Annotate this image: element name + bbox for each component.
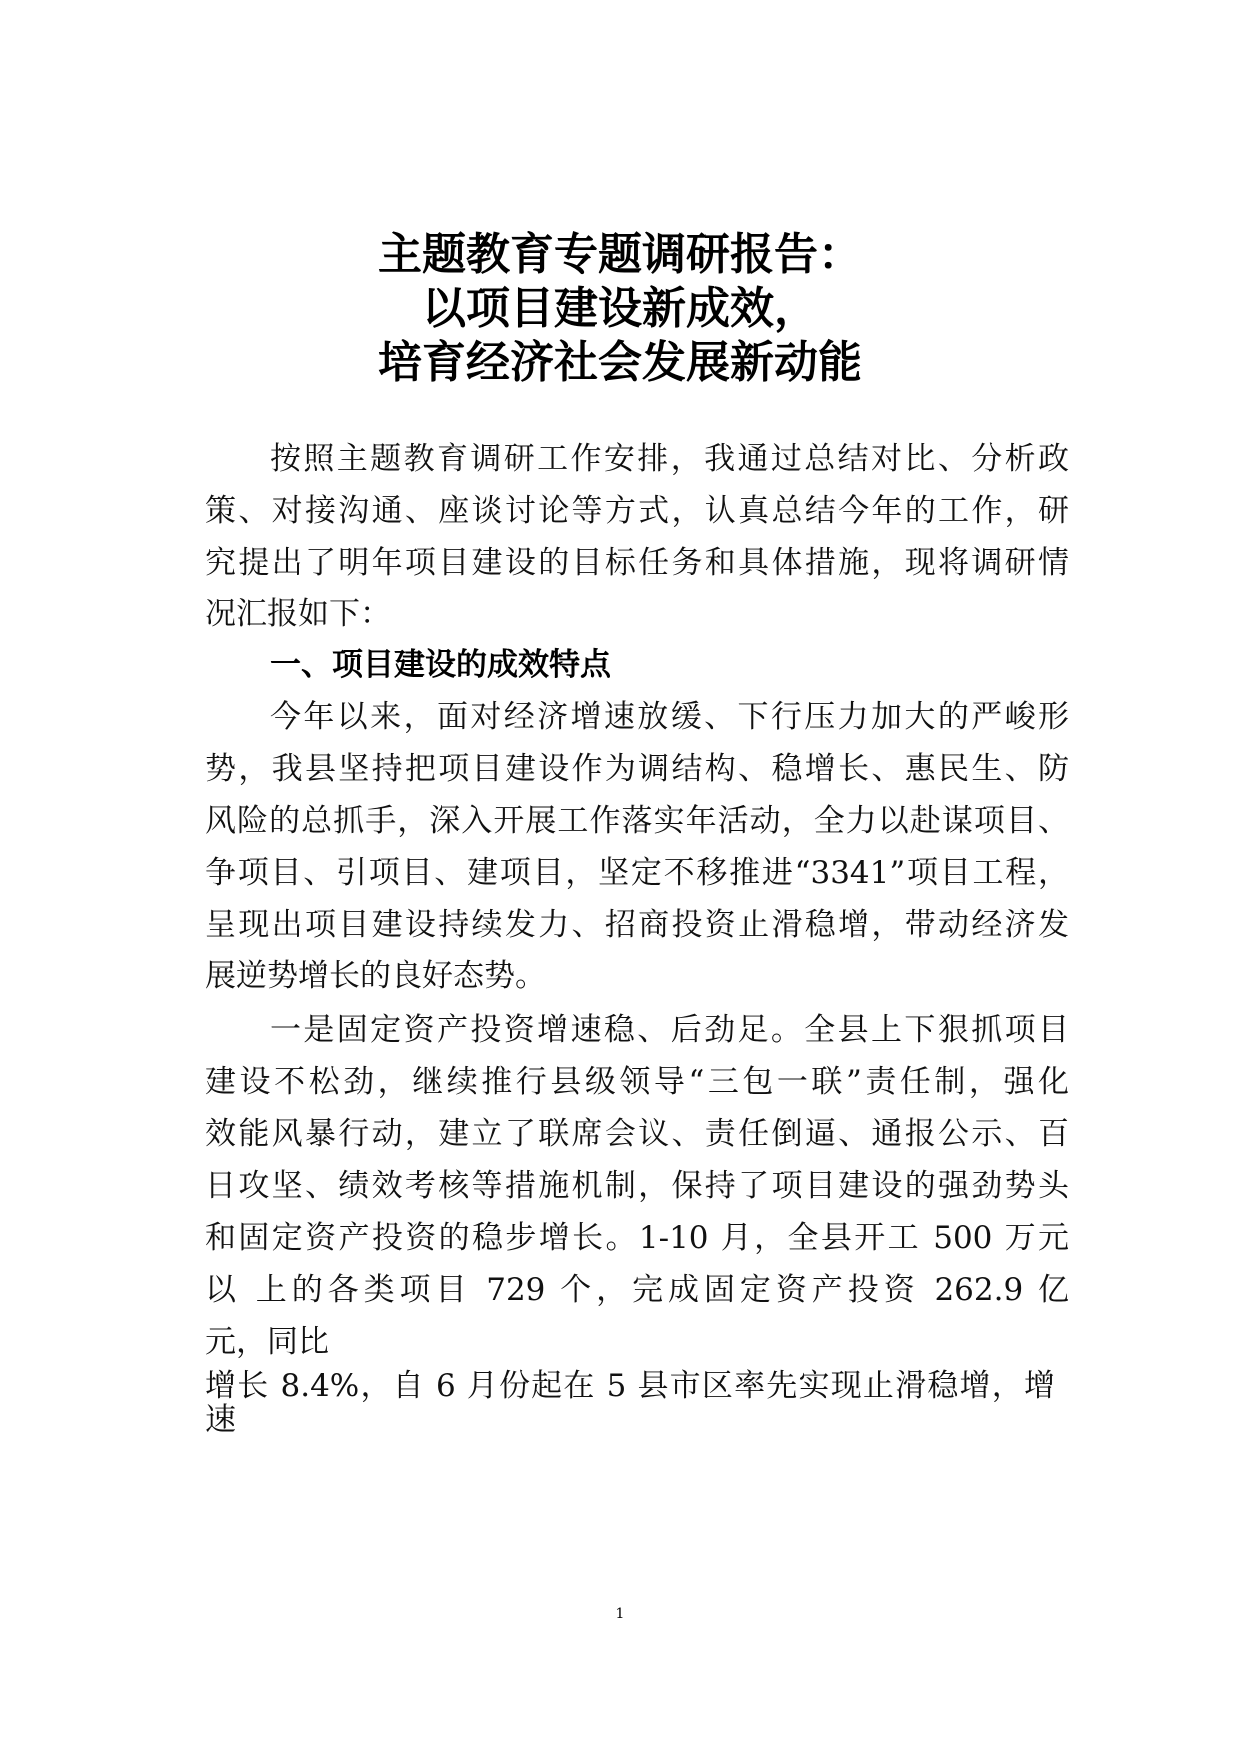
paragraph-line: 效能风暴行动，建立了联席会议、责任倒逼、通报公示、百 [205, 1116, 1069, 1152]
title-line-1: 主题教育专题调研报告： [378, 229, 862, 280]
paragraph-line: 建设不松劲，继续推行县级领导“三包一联”责任制，强化 [205, 1064, 1069, 1100]
paragraph-line: 呈现出项目建设持续发力、招商投资止滑稳增，带动经济发 [205, 907, 1069, 943]
paragraph-line: 按照主题教育调研工作安排，我通过总结对比、分析政 [270, 441, 1069, 477]
paragraph-line: 势，我县坚持把项目建设作为调结构、稳增长、惠民生、防 [205, 751, 1069, 787]
paragraph-line: 今年以来，面对经济增速放缓、下行压力加大的严峻形 [270, 699, 1069, 735]
paragraph-line: 和固定资产投资的稳步增长。1-10 月，全县开工 500 万元 [205, 1220, 1069, 1256]
paragraph-line: 以 上的各类项目 729 个，完成固定资产投资 262.9 亿 [205, 1272, 1069, 1308]
paragraph-line: 策、对接沟通、座谈讨论等方式，认真总结今年的工作，研 [205, 493, 1069, 529]
paragraph-line: 况汇报如下： [205, 596, 391, 632]
paragraph-line: 增长 8.4%，自 6 月份起在 5 县市区率先实现止滑稳增，增 [205, 1368, 1055, 1404]
paragraph-line: 争项目、引项目、建项目，坚定不移推进“3341”项目工程， [205, 855, 1069, 891]
paragraph-line: 究提出了明年项目建设的目标任务和具体措施，现将调研情 [205, 545, 1069, 581]
page-number: 1 [615, 1606, 625, 1622]
title-line-2: 以项目建设新成效， [422, 283, 818, 334]
title-line-3: 培育经济社会发展新动能 [378, 337, 862, 388]
paragraph-line: 速 [205, 1402, 236, 1438]
paragraph-line: 风险的总抓手，深入开展工作落实年活动，全力以赴谋项目、 [205, 803, 1069, 839]
paragraph-line: 一是固定资产投资增速稳、后劲足。全县上下狠抓项目 [270, 1012, 1069, 1048]
section-heading: 一、项目建设的成效特点 [270, 647, 611, 683]
paragraph-line: 元，同比 [205, 1324, 329, 1360]
paragraph-line: 日攻坚、绩效考核等措施机制，保持了项目建设的强劲势头 [205, 1168, 1069, 1204]
paragraph-line: 展逆势增长的良好态势。 [205, 958, 546, 994]
